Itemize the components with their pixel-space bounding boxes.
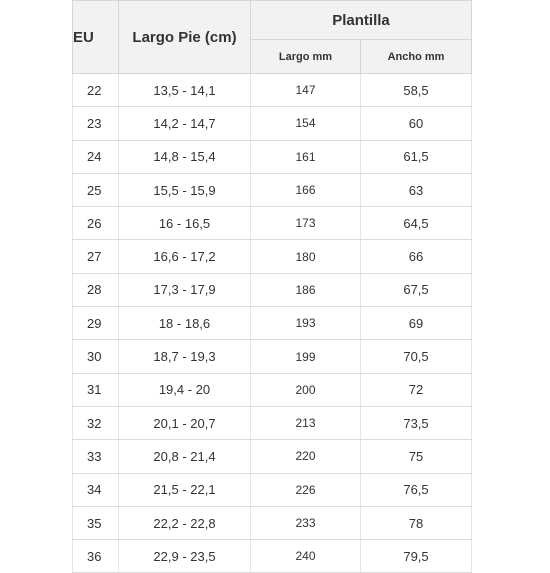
header-ancho-mm: Ancho mm — [361, 40, 472, 74]
cell-eu: 34 — [73, 473, 119, 506]
cell-largo-mm: 213 — [251, 406, 361, 439]
cell-largo-mm: 226 — [251, 473, 361, 506]
size-chart-table — [72, 0, 472, 573]
cell-ancho-mm: 66 — [361, 240, 472, 273]
cell-ancho-mm: 79,5 — [361, 540, 472, 573]
table-row — [73, 540, 472, 573]
cell-eu: 35 — [73, 506, 119, 539]
cell-largo-mm: 199 — [251, 340, 361, 373]
table-header — [73, 1, 472, 74]
table-row — [73, 406, 472, 439]
cell-eu: 36 — [73, 540, 119, 573]
cell-largo-pie: 15,5 - 15,9 — [119, 173, 251, 206]
cell-largo-pie: 20,1 - 20,7 — [119, 406, 251, 439]
table-row — [73, 207, 472, 240]
cell-eu: 25 — [73, 173, 119, 206]
table-row — [73, 307, 472, 340]
cell-ancho-mm: 72 — [361, 373, 472, 406]
cell-eu: 30 — [73, 340, 119, 373]
table-row — [73, 440, 472, 473]
cell-ancho-mm: 73,5 — [361, 406, 472, 439]
cell-eu: 27 — [73, 240, 119, 273]
cell-largo-mm: 161 — [251, 140, 361, 173]
cell-ancho-mm: 58,5 — [361, 74, 472, 107]
cell-eu: 33 — [73, 440, 119, 473]
cell-largo-pie: 13,5 - 14,1 — [119, 74, 251, 107]
cell-ancho-mm: 64,5 — [361, 207, 472, 240]
cell-largo-mm: 147 — [251, 74, 361, 107]
table-row — [73, 373, 472, 406]
cell-largo-pie: 22,9 - 23,5 — [119, 540, 251, 573]
cell-largo-mm: 166 — [251, 173, 361, 206]
cell-eu: 22 — [73, 74, 119, 107]
cell-ancho-mm: 78 — [361, 506, 472, 539]
cell-largo-mm: 240 — [251, 540, 361, 573]
table-row — [73, 506, 472, 539]
cell-largo-pie: 16 - 16,5 — [119, 207, 251, 240]
cell-largo-pie: 22,2 - 22,8 — [119, 506, 251, 539]
cell-largo-mm: 186 — [251, 273, 361, 306]
header-largo-pie: Largo Pie (cm) — [119, 1, 251, 74]
header-plantilla: Plantilla — [251, 1, 472, 40]
cell-ancho-mm: 75 — [361, 440, 472, 473]
table-row — [73, 340, 472, 373]
table-row — [73, 240, 472, 273]
cell-largo-pie: 14,2 - 14,7 — [119, 107, 251, 140]
cell-largo-pie: 18 - 18,6 — [119, 307, 251, 340]
header-largo-mm: Largo mm — [251, 40, 361, 74]
cell-largo-mm: 200 — [251, 373, 361, 406]
cell-largo-mm: 173 — [251, 207, 361, 240]
table-row — [73, 107, 472, 140]
cell-largo-mm: 193 — [251, 307, 361, 340]
cell-ancho-mm: 69 — [361, 307, 472, 340]
header-eu: EU — [73, 1, 119, 74]
cell-largo-mm: 220 — [251, 440, 361, 473]
cell-ancho-mm: 63 — [361, 173, 472, 206]
cell-eu: 24 — [73, 140, 119, 173]
cell-largo-pie: 21,5 - 22,1 — [119, 473, 251, 506]
cell-eu: 23 — [73, 107, 119, 140]
cell-largo-pie: 20,8 - 21,4 — [119, 440, 251, 473]
cell-eu: 32 — [73, 406, 119, 439]
cell-eu: 26 — [73, 207, 119, 240]
cell-largo-mm: 180 — [251, 240, 361, 273]
cell-largo-pie: 19,4 - 20 — [119, 373, 251, 406]
cell-largo-pie: 17,3 - 17,9 — [119, 273, 251, 306]
cell-largo-mm: 154 — [251, 107, 361, 140]
cell-eu: 29 — [73, 307, 119, 340]
cell-largo-pie: 18,7 - 19,3 — [119, 340, 251, 373]
table-row — [73, 140, 472, 173]
table-row — [73, 173, 472, 206]
table-body — [73, 74, 472, 573]
cell-ancho-mm: 76,5 — [361, 473, 472, 506]
cell-largo-mm: 233 — [251, 506, 361, 539]
cell-ancho-mm: 67,5 — [361, 273, 472, 306]
cell-ancho-mm: 61,5 — [361, 140, 472, 173]
table-row — [73, 473, 472, 506]
table-row — [73, 273, 472, 306]
cell-ancho-mm: 70,5 — [361, 340, 472, 373]
cell-eu: 31 — [73, 373, 119, 406]
table-row — [73, 74, 472, 107]
cell-largo-pie: 14,8 - 15,4 — [119, 140, 251, 173]
cell-ancho-mm: 60 — [361, 107, 472, 140]
cell-largo-pie: 16,6 - 17,2 — [119, 240, 251, 273]
cell-eu: 28 — [73, 273, 119, 306]
